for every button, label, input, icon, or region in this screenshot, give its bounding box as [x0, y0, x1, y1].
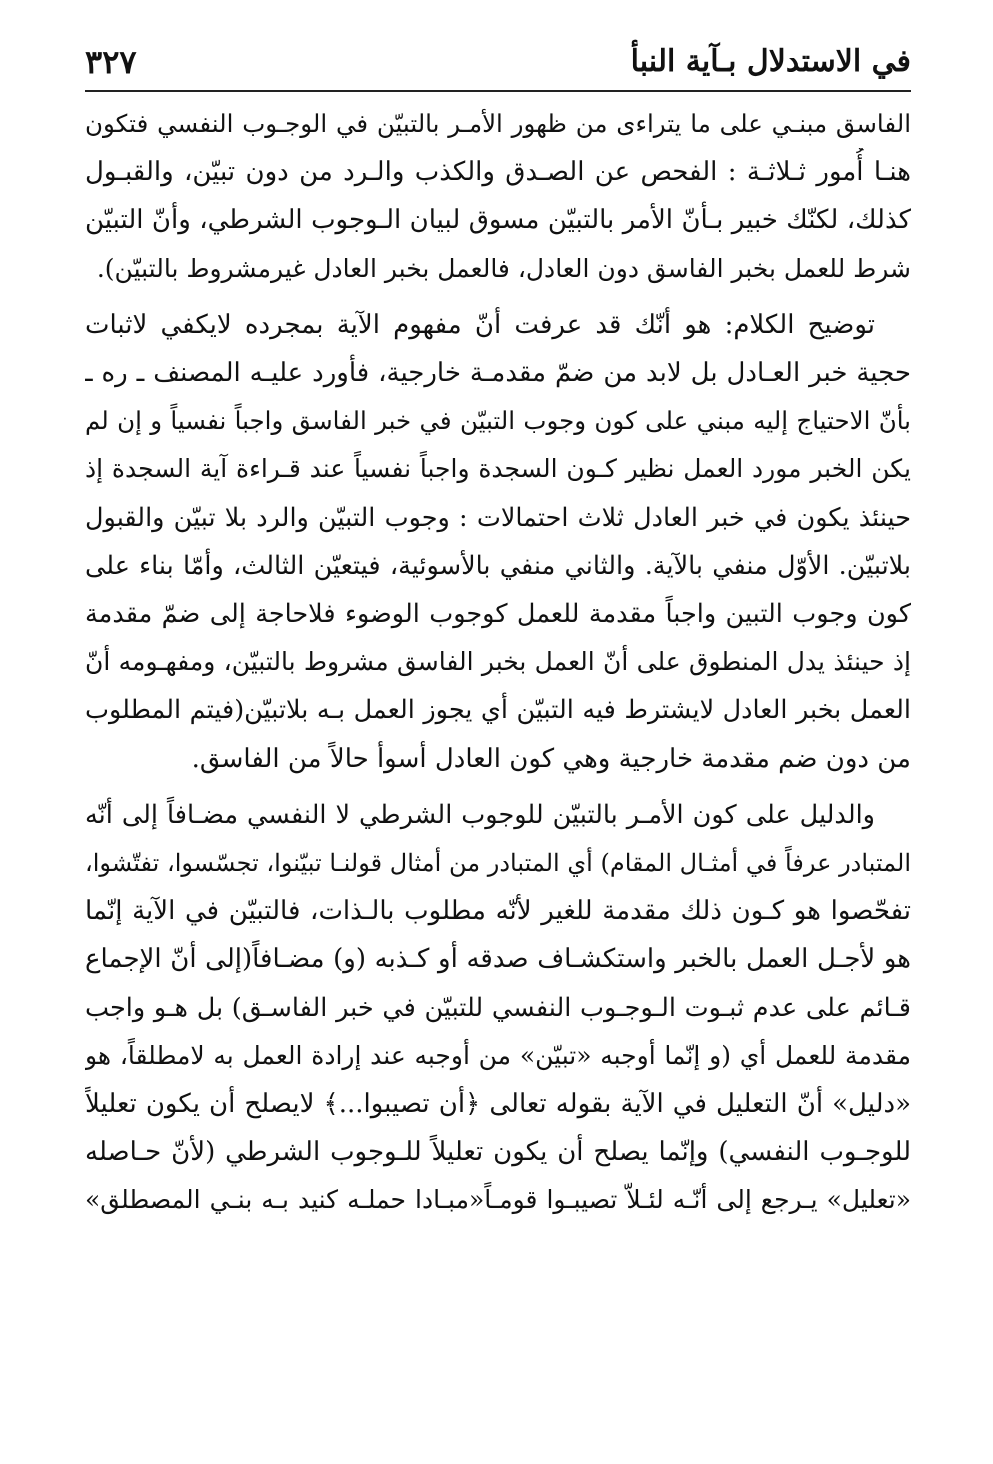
text-line: حجية خبر العـادل بل لابد من ضمّ مقدمـة خارجية، فأورد عليـه المصنف ـ ره ـ	[85, 358, 911, 389]
header-divider	[85, 90, 911, 92]
text-line: إذ حينئذ يدل المنطوق على أنّ العمل بخبر الفاسق مشروط بالتبيّن، ومفهـومه أنّ	[85, 647, 911, 677]
paragraph-1	[85, 100, 911, 293]
body-text	[85, 100, 911, 1225]
text-line: من دون ضم مقدمة خارجية وهي كون العادل أسوأ حالاً من الفاسق.	[191, 743, 911, 774]
paragraph-2	[85, 301, 911, 783]
paragraph-gap	[85, 293, 911, 301]
text-line: المتبادر عرفاً في أمثـال المقام) أي المتبادر من أمثال قولنـا تبيّنوا، تجسّسوا، تفتّشوا،	[85, 849, 911, 878]
page-number: ٣٢٧	[85, 43, 137, 81]
running-title: في الاستدلال بـآية النبأ	[630, 44, 911, 79]
text-line: كذلك، لكنّك خبير بـأنّ الأمر بالتبيّن مسوق لبيان الـوجوب الشرطي، وأنّ التبيّن	[85, 205, 911, 236]
text-line: للوجـوب النفسي) وإنّما يصلح أن يكون تعليلاً للـوجوب الشرطي (لأنّ حـاصله	[85, 1137, 911, 1168]
text-line: تفحّصوا هو كـون ذلك مقدمة للغير لأنّه مطلوب بالـذات، فالتبيّن في الآية إنّما	[85, 896, 911, 927]
text-line: يكن الخبر مورد العمل نظير كـون السجدة واجباً نفسياً عند قـراءة آية السجدة إذ	[85, 454, 911, 484]
text-line: هو لأجـل العمل بالخبر واستكشـاف صدقه أو كـذبه (و) مضـافاً(إلى أنّ الإجماع	[85, 944, 911, 975]
text-line: «تعليل» يـرجع إلى أنّـه لئـلاّ تصيبـوا قومـاً«مبـادا حملـه كنيد بـه بنـي المصطلق»	[85, 1185, 911, 1215]
text-line: «دليل» أنّ التعليل في الآية بقوله تعالى ﴿أن تصيبوا...﴾ لايصلح أن يكون تعليلاً	[85, 1089, 911, 1120]
text-line: توضيح الكلام: هو أنّك قد عرفت أنّ مفهوم الآية بمجرده لايكفي لاثبات	[85, 309, 875, 340]
text-line: كون وجوب التبين واجباً مقدمة للعمل كوجوب الوضوء فلاحاجة إلى ضمّ مقدمة	[85, 599, 911, 630]
text-line: الفاسق مبنـي على ما يتراءى من ظهور الأمـر بالتبيّن في الوجـوب النفسي فتكون	[85, 109, 911, 138]
text-line: مقدمة للعمل أي (و إنّما أوجبه «تبيّن» من أوجبه عند إرادة العمل به لامطلقاً، هو	[85, 1040, 911, 1070]
text-line: بلاتبيّن. الأوّل منفي بالآية. والثاني منفي بالأسوئية، فيتعيّن الثالث، وأمّا بناء على	[85, 550, 911, 581]
text-line: حينئذ يكون في خبر العادل ثلاث احتمالات : وجوب التبيّن والرد بلا تبيّن والقبول	[85, 502, 911, 533]
page-header	[85, 40, 911, 90]
text-line: بأنّ الاحتياج إليه مبني على كون وجوب التبيّن في خبر الفاسق واجباً نفسياً و إن لم	[85, 406, 911, 436]
paragraph-gap	[85, 783, 911, 791]
text-line: قـائم على عدم ثبـوت الـوجـوب النفسي للتبيّن في خبر الفاسـق) بل هـو واجب	[85, 992, 911, 1023]
text-line: والدليل على كون الأمـر بالتبيّن للوجوب الشرطي لا النفسي مضـافاً إلى أنّه	[85, 799, 875, 830]
paragraph-3	[85, 791, 911, 1225]
text-line: هنـا أُمور ثـلاثـة : الفحص عن الصـدق والكذب والـرد من دون تبيّن، والقبـول	[85, 157, 911, 188]
text-line: العمل بخبر العادل لايشترط فيه التبيّن أي يجوز العمل بـه بلاتبيّن(فيتم المطلوب	[85, 695, 911, 726]
text-line: شرط للعمل بخبر الفاسق دون العادل، فالعمل بخبر العادل غيرمشروط بالتبيّن).	[96, 253, 911, 283]
